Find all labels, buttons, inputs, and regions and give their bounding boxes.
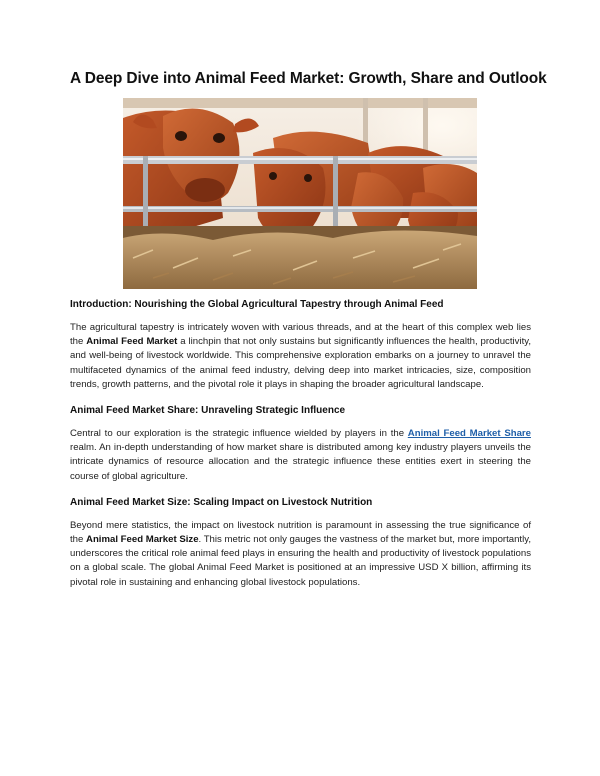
cattle-feeding-photo xyxy=(123,98,477,289)
share-text-start: Central to our exploration is the strategic influence wielded by players in the xyxy=(70,428,408,440)
intro-text-start: The agricultural tapestry is intricately woven with various threads, and at the heart of this complex web lies the xyxy=(70,322,531,348)
share-paragraph xyxy=(70,427,531,484)
page-title: A Deep Dive into Animal Feed Market: Growth, Share and Outlook xyxy=(70,70,547,87)
size-text-end: . This metric not only gauges the vastness of the market but, more importantly, underscores the critical role animal feed plays in ensuring the health and productivity of livestock populations on a global scale. The global Animal Feed Market is positioned at an impressive USD X billion, affirming its pivotal role in sustaining and enhancing global livestock populations. xyxy=(70,534,531,588)
intro-bold-term: Animal Feed Market xyxy=(86,336,178,348)
intro-heading: Introduction: Nourishing the Global Agricultural Tapestry through Animal Feed xyxy=(70,299,444,310)
size-text-start: Beyond mere statistics, the impact on livestock nutrition is paramount in assessing the true significance of the xyxy=(70,519,531,546)
share-heading: Animal Feed Market Share: Unraveling Strategic Influence xyxy=(70,405,346,417)
intro-paragraph xyxy=(70,321,531,392)
share-text-end: realm. An in-depth understanding of how market share is distributed among key industry players unveils the intricate dynamics of resource allocation and the strategic influence these entities exert in steering the course of global agriculture. xyxy=(70,442,531,482)
article-body xyxy=(70,298,531,602)
intro-text-end: a linchpin that not only sustains but significantly influences the health, productivity, and well-being of livestock worldwide. This comprehensive exploration embarks on a journey to unravel the multifaceted dynamics of the animal feed industry, delving deep into market intricacies, size, composition trends, growth patterns, and the pivotal role it plays in shaping the broader agricultural landscape. xyxy=(70,336,531,390)
size-paragraph xyxy=(70,519,531,590)
market-share-link[interactable]: Animal Feed Market Share xyxy=(407,428,531,440)
size-heading: Animal Feed Market Size: Scaling Impact on Livestock Nutrition xyxy=(70,496,373,508)
size-bold-term: Animal Feed Market Size xyxy=(86,534,199,546)
